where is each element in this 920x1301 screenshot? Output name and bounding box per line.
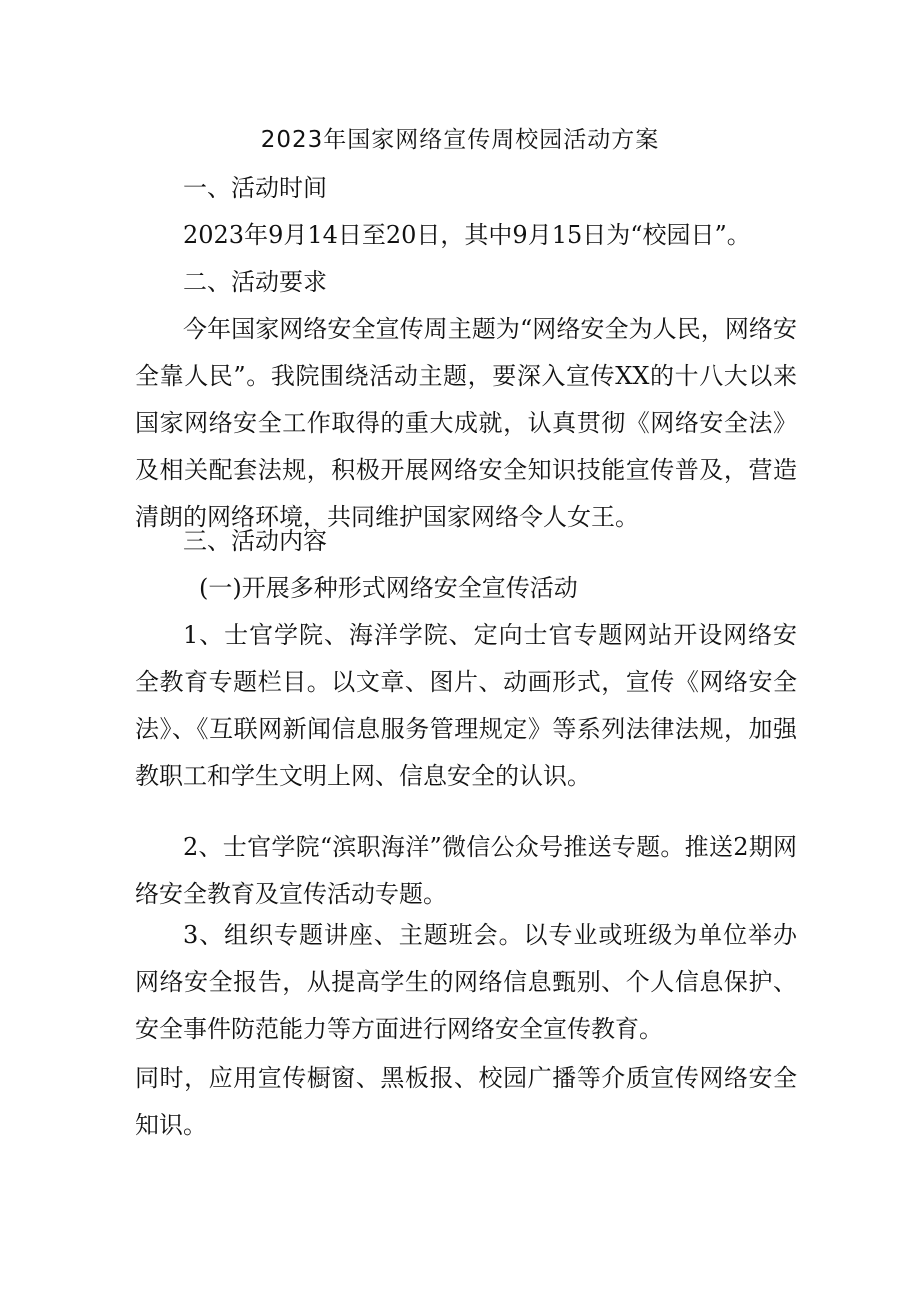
section-text-requirements: 今年国家网络安全宣传周主题为“网络安全为人民，网络安全靠人民”。我院围绕活动主题，要深入宣传XX的十八大以来国家网络安全工作取得的重大成就，认真贯彻《网络安全法》及相关配套法规，积极开展网络安全知识技能宣传普及，营造清朗的网络环境，共同维护国家网络令人女王。 xyxy=(135,315,797,531)
section-text-time: 2023年9月14日至20日，其中9月15日为“校园日”。 xyxy=(183,221,751,249)
document-title: 2023年国家网络宣传周校园活动方案 xyxy=(260,127,660,153)
section-heading-requirements: 二、活动要求 xyxy=(183,268,327,296)
list-item-2: 2、士官学院“滨职海洋”微信公众号推送专题。推送2期网络安全教育及宣传活动专题。 xyxy=(135,833,797,908)
list-item-3: 3、组织专题讲座、主题班会。以专业或班级为单位举办网络安全报告，从提高学生的网络信息甄别、个人信息保护、安全事件防范能力等方面进行网络安全宣传教育。 xyxy=(135,921,797,1043)
closing-paragraph: 同时，应用宣传橱窗、黑板报、校园广播等介质宣传网络安全知识。 xyxy=(135,1064,797,1139)
section-heading-time: 一、活动时间 xyxy=(183,174,327,202)
subsection-heading-activities: (一)开展多种形式网络安全宣传活动 xyxy=(199,574,578,602)
list-item-1: 1、士官学院、海洋学院、定向士官专题网站开设网络安全教育专题栏目。以文章、图片、动画形式，宣传《网络安全法》、《互联网新闻信息服务管理规定》等系列法律法规，加强教职工和学生文明上网、信息安全的认识。 xyxy=(135,621,797,790)
section-heading-content: 三、活动内容 xyxy=(183,527,327,555)
